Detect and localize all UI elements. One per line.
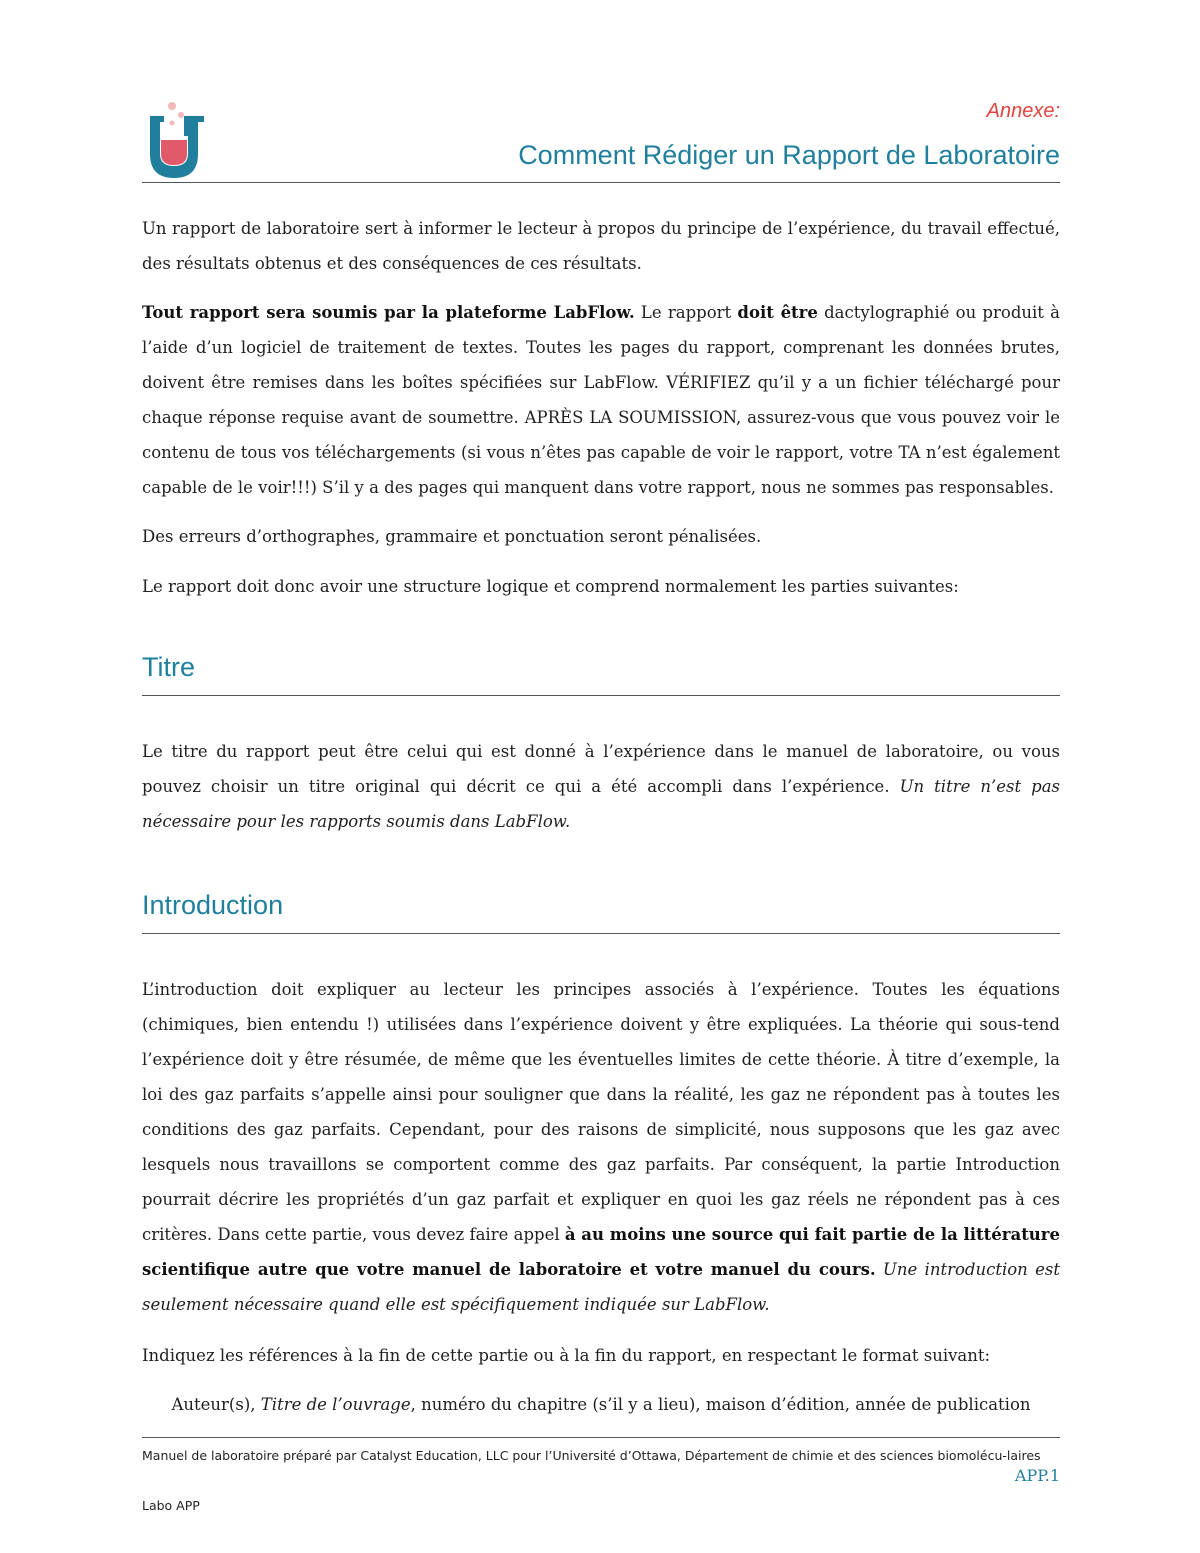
introduction-text: L’introduction doit expliquer au lecteur les principes associés à l’expérience. Toutes les équations (chimiques, bien entendu !) utilisées dans l’expérience doivent y être expliquées. La théorie qui sous-tend l’expérience doit y être résumée, de même que les éventuelles limites de cette théorie. À titre d’exemple, la loi des gaz parfaits s’appelle ainsi pour souligner que dans la réalité, les gaz ne répondent pas à toutes les conditions des gaz parfaits. Cependant, pour des raisons de simplicité, nous supposons que les gaz avec lesquels nous travaillons se comportent comme des gaz parfaits. Par conséquent, la partie Introduction pourrait décrire les propriétés d’un gaz parfait et expliquer en quoi les gaz réels ne répondent pas à ces critères. Dans cette partie, vous devez faire appel	[142, 980, 1060, 1244]
introduction-paragraph	[142, 972, 1060, 1322]
footer-divider	[142, 1437, 1060, 1438]
section-divider-introduction	[142, 933, 1060, 934]
section-heading-introduction: Introduction	[142, 890, 284, 920]
intro-paragraph: Un rapport de laboratoire sert à informer le lecteur à propos du principe de l’expérience, du travail effectué, des résultats obtenus et des conséquences de ces résultats.	[142, 219, 1060, 273]
footer-lab-name: Labo APP	[142, 1498, 200, 1513]
titre-italic-note: Un titre n’est pas nécessaire pour les rapports soumis dans LabFlow.	[142, 777, 1061, 831]
errors-paragraph: Des erreurs d’orthographes, grammaire et ponctuation seront pénalisées.	[142, 527, 762, 546]
structure-paragraph: Le rapport doit donc avoir une structure logique et comprend normalement les parties suivantes:	[142, 577, 959, 596]
submission-must: doit être	[737, 303, 818, 322]
introduction-requirement: à au moins une source qui fait partie de la littérature scientifique autre que votre manuel de laboratoire et votre manuel du cours.	[142, 1225, 1060, 1279]
footer-credit: Manuel de laboratoire préparé par Catalyst Education, LLC pour l’Université d’Ottawa, Département de chimie et des sciences biomolécu-laires	[142, 1448, 1041, 1463]
submission-lead: Tout rapport sera soumis par la plateforme LabFlow.	[142, 303, 635, 322]
page-title: Comment Rédiger un Rapport de Laboratoire	[518, 140, 1060, 170]
introduction-italic-note: Une introduction est seulement nécessaire quand elle est spécifiquement indiquée sur LabFlow.	[142, 1260, 1060, 1314]
titre-text: Le titre du rapport peut être celui qui est donné à l’expérience dans le manuel de laboratoire, ou vous pouvez choisir un titre original qui décrit ce qui a été accompli dans l’expérience.	[142, 742, 1060, 796]
titre-paragraph	[142, 734, 1060, 839]
reference-format-title: Titre de l’ouvrage	[260, 1395, 411, 1414]
section-divider-titre	[142, 695, 1060, 696]
submission-paragraph	[142, 295, 1060, 505]
document-page	[142, 0, 1060, 1553]
submission-text-2: dactylographié ou produit à l’aide d’un logiciel de traitement de textes. Toutes les pages du rapport, comprenant les données brutes, doivent être remises dans les boîtes spécifiées sur LabFlow. VÉRIFIEZ qu’il y a un fichier téléchargé pour chaque réponse requise avant de soumettre. APRÈS LA SOUMISSION, assurez-vous que vous pouvez voir le contenu de tous vos téléchargements (si vous n’êtes pas capable de voir le rapport, votre TA n’est également capable de le voir!!!) S’il y a des pages qui manquent dans votre rapport, nous ne sommes pas responsables.	[142, 303, 1060, 497]
submission-text-1: Le rapport	[634, 303, 738, 322]
reference-format-authors: Auteur(s),	[171, 1395, 261, 1414]
beaker-logo-icon	[144, 100, 208, 180]
reference-format	[142, 1395, 1060, 1414]
references-instruction: Indiquez les références à la fin de cette partie ou à la fin du rapport, en respectant le format suivant:	[142, 1346, 991, 1365]
reference-format-rest: , numéro du chapitre (s’il y a lieu), maison d’édition, année de publication	[410, 1395, 1031, 1414]
header-divider	[142, 182, 1060, 183]
annex-label: Annexe:	[986, 100, 1060, 122]
section-heading-titre: Titre	[142, 652, 195, 682]
footer-page-number: APP.1	[1014, 1466, 1060, 1485]
